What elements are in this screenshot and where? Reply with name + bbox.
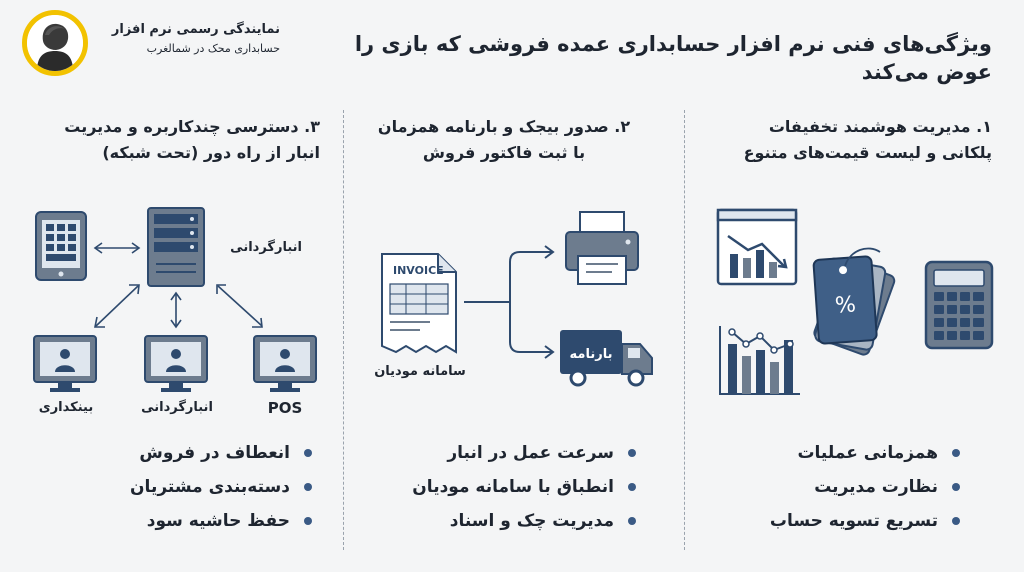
column-1-title-line-2: پلکانی و لیست قیمت‌های متنوع xyxy=(743,143,992,162)
node-label: انبارگردانی xyxy=(141,400,213,415)
list-item: سرعت عمل در انبار xyxy=(348,436,638,470)
invoice-heading: INVOICE xyxy=(393,264,444,277)
list-item: تسریع تسویه حساب xyxy=(702,504,962,538)
node-label: بینکداری xyxy=(38,400,94,415)
list-item: مدیریت چک و اسناد xyxy=(348,504,638,538)
monitor-icon xyxy=(34,336,96,392)
column-3-title-line-2: انبار از راه دور (تحت شبکه) xyxy=(102,143,320,162)
page-title: ویژگی‌های فنی نرم افزار حسابداری عمده فروشی که بازی را عوض می‌کند xyxy=(354,32,992,84)
truck-label: بارنامه xyxy=(569,347,613,362)
list-item: انعطاف در فروش xyxy=(24,436,314,470)
list-item: انطباق با سامانه مودیان xyxy=(348,470,638,504)
column-3-bullets xyxy=(24,436,314,538)
column-2-title-line-2: با ثبت فاکتور فروش xyxy=(422,143,586,162)
tablet-icon xyxy=(36,212,86,280)
list-item: همزمانی عملیات xyxy=(702,436,962,470)
list-item: نظارت مدیریت xyxy=(702,470,962,504)
invoice-caption: سامانه مودیان xyxy=(374,364,466,379)
server-label: انبارگردانی xyxy=(230,240,302,255)
agent-line-2: حسابداری محک در شمالغرب xyxy=(146,42,280,55)
list-item: دسته‌بندی مشتریان xyxy=(24,470,314,504)
node-label: POS xyxy=(267,399,303,417)
monitor-icon xyxy=(254,336,316,392)
column-1-title-line-1: ۱. مدیریت هوشمند تخفیفات xyxy=(768,117,992,136)
tag-percent: % xyxy=(834,292,857,319)
column-2-title-line-1: ۲. صدور بیجک و بارنامه همزمان xyxy=(377,117,631,136)
list-item: حفظ حاشیه سود xyxy=(24,504,314,538)
column-3-title-line-1: ۳. دسترسی چندکاربره و مدیریت xyxy=(64,117,320,136)
server-icon xyxy=(148,208,204,286)
agent-line-1: نمایندگی رسمی نرم افزار xyxy=(111,22,280,37)
monitor-icon xyxy=(145,336,207,392)
